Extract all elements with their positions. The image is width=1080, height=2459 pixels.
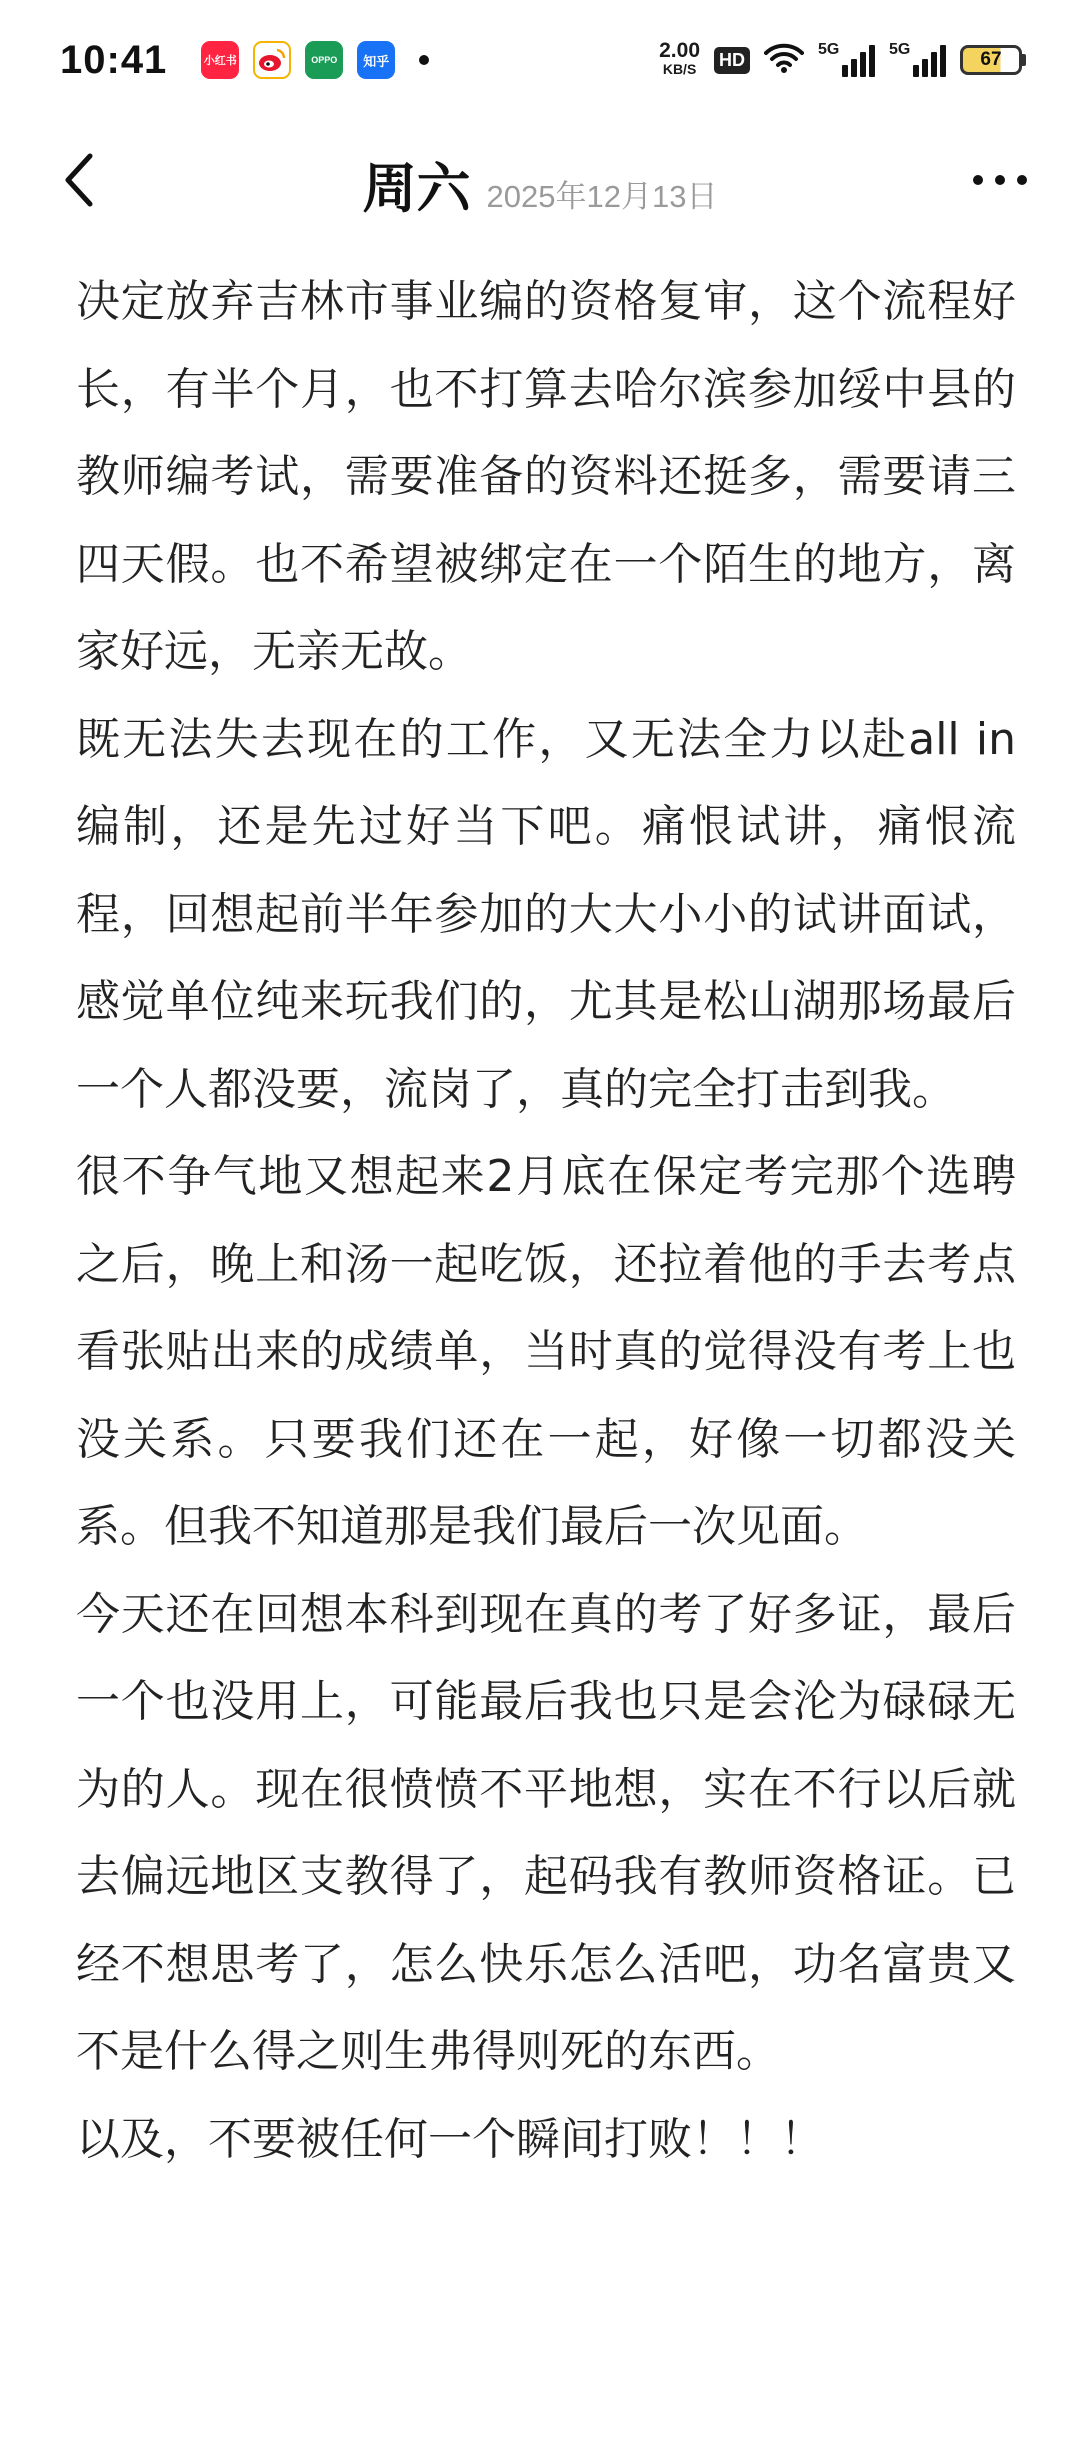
page-title: [0, 146, 1080, 223]
battery-level: 67: [960, 45, 1022, 75]
hd-voice-icon: HD: [714, 47, 750, 74]
zhihu-icon: [357, 41, 395, 79]
cellular-signal-2-icon: [889, 43, 946, 77]
status-time: 10:41: [60, 37, 168, 82]
status-indicators: [659, 39, 1026, 78]
xiaohongshu-icon: [201, 41, 239, 79]
signal-2-label: 5G: [889, 41, 911, 58]
entry-paragraph: 今天还在回想本科到现在真的考了好多证，最后一个也没用上，可能最后我也只是会沦为碌碌无为的人。现在很愤愤不平地想，实在不行以后就去偏远地区支教得了，起码我有教师资格证。已经不想思考了，怎么快乐怎么活吧，功名富贵又不是什么得之则生弗得则死的东西。: [76, 1588, 1016, 2077]
entry-paragraph: 决定放弃吉林市事业编的资格复审，这个流程好长，有半个月，也不打算去哈尔滨参加绥中县的教师编考试，需要准备的资料还挺多，需要请三四天假。也不希望被绑定在一个陌生的地方，离家好远，无亲无故。: [76, 276, 1016, 677]
title-date: 2025年12月13日: [486, 179, 718, 214]
oppo-store-icon-label: OPPO: [311, 54, 338, 65]
network-speed: [659, 39, 700, 78]
entry-paragraph: 既无法失去现在的工作，又无法全力以赴all in 编制，还是先过好当下吧。痛恨试讲，痛恨流程，回想起前半年参加的大大小小的试讲面试，感觉单位纯来玩我们的，尤其是松山湖那场最后一个人都没要，流岗了，真的完全打击到我。: [76, 713, 1016, 1115]
diary-entry-body[interactable]: [76, 258, 1016, 2183]
battery-tip: [1022, 54, 1026, 66]
zhihu-icon-label: 知乎: [363, 53, 390, 69]
cellular-signal-1-icon: [818, 43, 875, 77]
more-options-button[interactable]: [960, 140, 1040, 220]
diary-header: [0, 120, 1080, 240]
weibo-icon: [253, 41, 291, 79]
oppo-store-icon: [305, 41, 343, 79]
title-weekday: 周六: [362, 157, 471, 220]
network-speed-value: 2.00: [659, 39, 700, 62]
battery-icon: [960, 45, 1026, 75]
xiaohongshu-icon-label: 小红书: [203, 55, 237, 67]
more-notifications-dot-icon: [419, 55, 429, 65]
signal-1-label: 5G: [818, 41, 840, 58]
status-bar: [0, 0, 1080, 120]
more-horizontal-icon: [970, 172, 1030, 188]
entry-paragraph: 以及，不要被任何一个瞬间打败！！！: [76, 2113, 824, 2165]
wifi-icon: [764, 42, 804, 78]
network-speed-unit: KB/S: [662, 61, 697, 77]
entry-paragraph: 很不争气地又想起来2月底在保定考完那个选聘之后，晚上和汤一起吃饭，还拉着他的手去考点看张贴出来的成绩单，当时真的觉得没有考上也没关系。只要我们还在一起，好像一切都没关系。但我不知道那是我们最后一次见面。: [76, 1151, 1016, 1552]
